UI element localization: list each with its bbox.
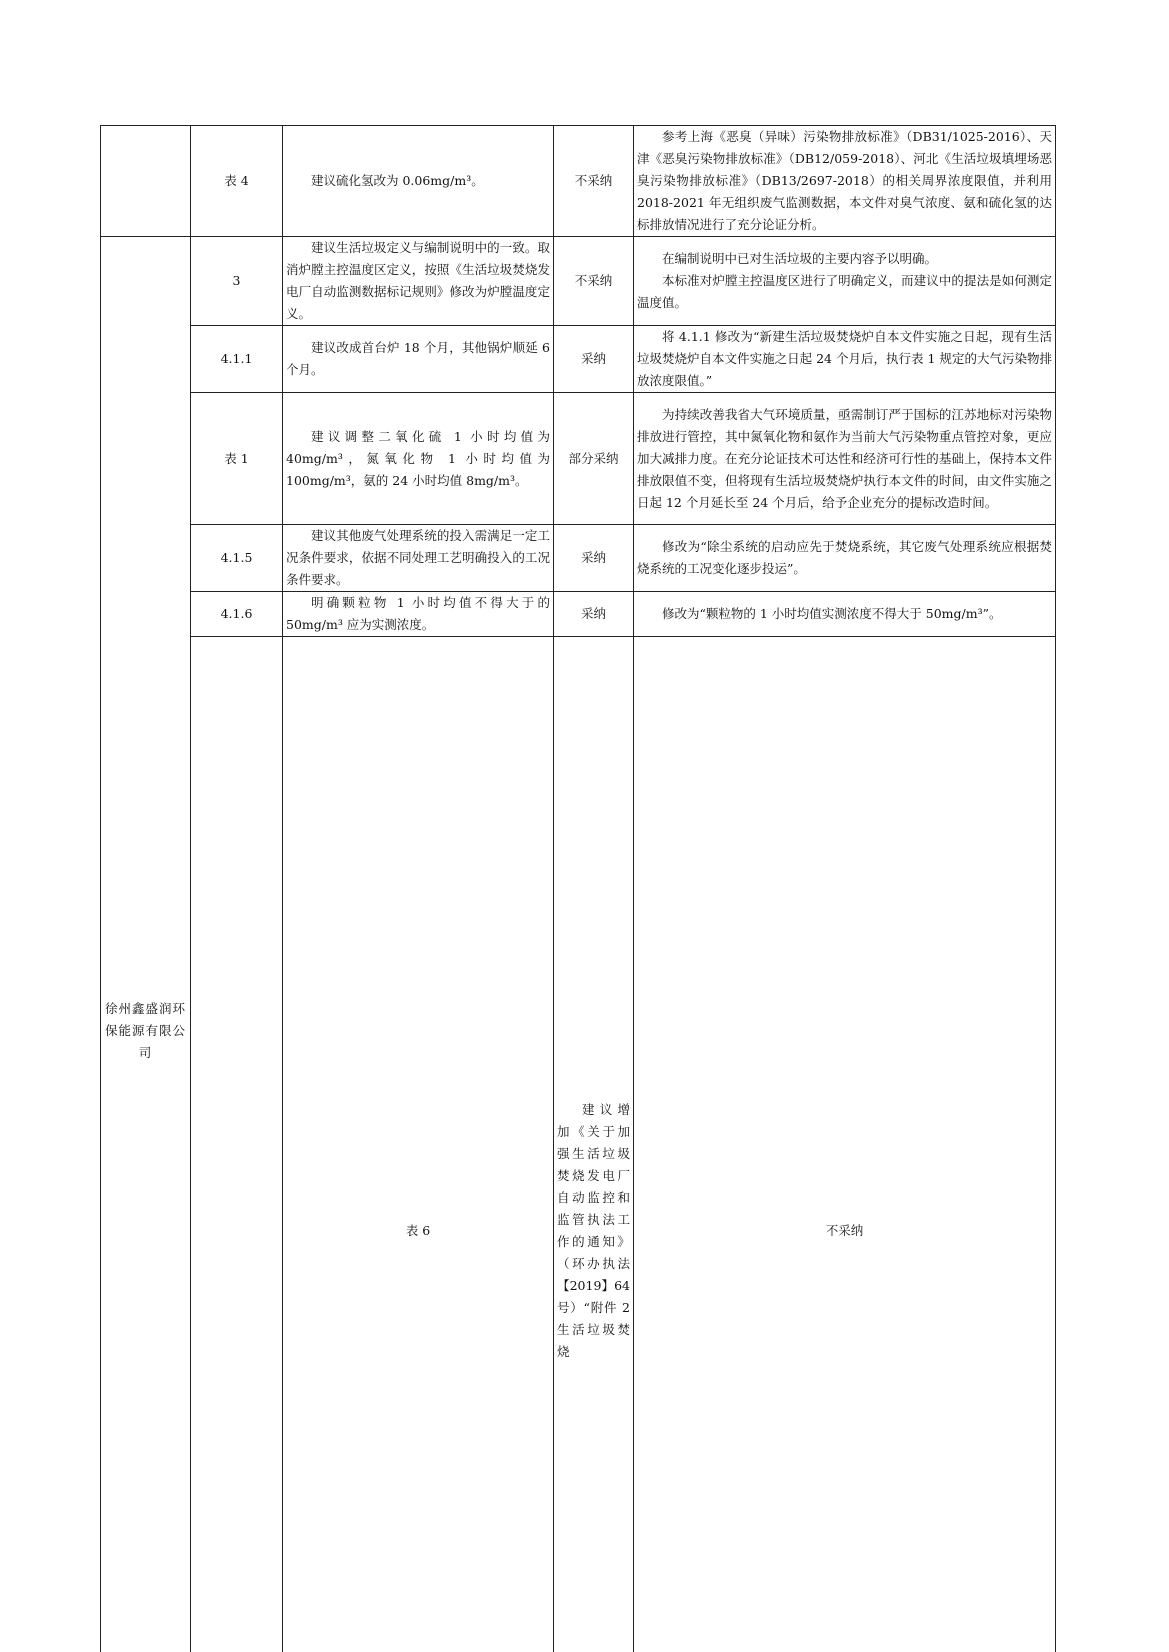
table-row [101,237,1056,326]
table-row [101,592,1056,637]
reply-cell [634,237,1056,326]
reply-cell [634,326,1056,393]
suggestion-cell [554,637,634,1652]
org-cell-empty [191,637,283,1652]
result-cell: 采纳 [554,592,634,637]
suggestion-text: 建议增加《关于加强生活垃圾焚烧发电厂自动监控和监管执法工作的通知》（环办执法【2019】64 号）“附件 2 生活垃圾焚烧 [557,1102,630,1359]
suggestion-cell [283,393,554,525]
result-cell: 不采纳 [634,637,1056,1652]
org-cell: 徐州鑫盛润环保能源有限公司 [101,237,191,1652]
suggestion-cell [283,592,554,637]
suggestion-text: 建议调整二氧化硫 1 小时均值为 40mg/m³，氮氧化物 1 小时均值为 100mg/m³，氨的 24 小时均值 8mg/m³。 [286,429,550,488]
reply-text: 修改为“除尘系统的启动应先于焚烧系统，其它废气处理系统应根据焚烧系统的工况变化逐步投运”。 [637,539,1052,576]
result-cell: 部分采纳 [554,393,634,525]
reply-text: 修改为“颗粒物的 1 小时均值实测浓度不得大于 50mg/m³”。 [662,606,1002,621]
suggestion-cell [283,126,554,237]
clause-cell: 4.1.6 [191,592,283,637]
suggestion-text: 建议其他废气处理系统的投入需满足一定工况条件要求，依据不同处理工艺明确投入的工况条件要求。 [286,528,550,587]
result-cell: 采纳 [554,525,634,592]
reply-paragraph: 本标准对炉膛主控温度区进行了明确定义，而建议中的提法是如何测定温度值。 [637,270,1052,314]
reply-cell [634,393,1056,525]
clause-cell: 3 [191,237,283,326]
table-row [101,126,1056,237]
suggestion-text: 明确颗粒物 1 小时均值不得大于的 50mg/m³ 应为实测浓度。 [286,595,550,632]
suggestion-text: 建议生活垃圾定义与编制说明中的一致。取消炉膛主控温度区定义，按照《生活垃圾焚烧发电厂自动监测数据标记规则》修改为炉膛温度定义。 [286,240,550,321]
table-row [101,525,1056,592]
reply-cell [634,592,1056,637]
clause-cell: 4.1.5 [191,525,283,592]
table-row [101,637,1056,1652]
clause-cell: 表 6 [283,637,554,1652]
suggestion-text: 建议改成首台炉 18 个月，其他锅炉顺延 6 个月。 [286,340,550,377]
clause-cell: 表 4 [191,126,283,237]
table-row [101,326,1056,393]
result-cell: 不采纳 [554,237,634,326]
suggestion-cell [283,525,554,592]
result-cell: 不采纳 [554,126,634,237]
reply-cell [634,525,1056,592]
comment-table [100,125,1056,1652]
reply-cell [634,126,1056,237]
reply-text: 为持续改善我省大气环境质量，亟需制订严于国标的江苏地标对污染物排放进行管控，其中氮氧化物和氨作为当前大气污染物重点管控对象，更应加大减排力度。在充分论证技术可达性和经济可行性的基础上，保持本文件排放限值不变，但将现有生活垃圾焚烧炉执行本文件的时间，由文件实施之日起 12 个月延长至 24 个月后，给予企业充分的提标改造时间。 [637,407,1052,510]
org-cell-empty [101,126,191,237]
suggestion-cell [283,237,554,326]
result-cell: 采纳 [554,326,634,393]
clause-cell: 4.1.1 [191,326,283,393]
suggestion-text: 建议硫化氢改为 0.06mg/m³。 [311,173,484,188]
reply-text: 参考上海《恶臭（异味）污染物排放标准》（DB31/1025-2016）、天津《恶臭污染物排放标准》（DB12/059-2018）、河北《生活垃圾填埋场恶臭污染物排放标准》（DB13/2697-2018）的相关周界浓度限值，并利用 2018-2021 年无组织废气监测数据，本文件对臭气浓度、氨和硫化氢的达标排放情况进行了充分论证分析。 [637,129,1052,232]
clause-cell: 表 1 [191,393,283,525]
reply-text: 将 4.1.1 修改为“新建生活垃圾焚烧炉自本文件实施之日起，现有生活垃圾焚烧炉自本文件实施之日起 24 个月后，执行表 1 规定的大气污染物排放浓度限值。” [637,329,1052,388]
table-row [101,393,1056,525]
reply-paragraph: 在编制说明中已对生活垃圾的主要内容予以明确。 [637,248,1052,270]
suggestion-cell [283,326,554,393]
